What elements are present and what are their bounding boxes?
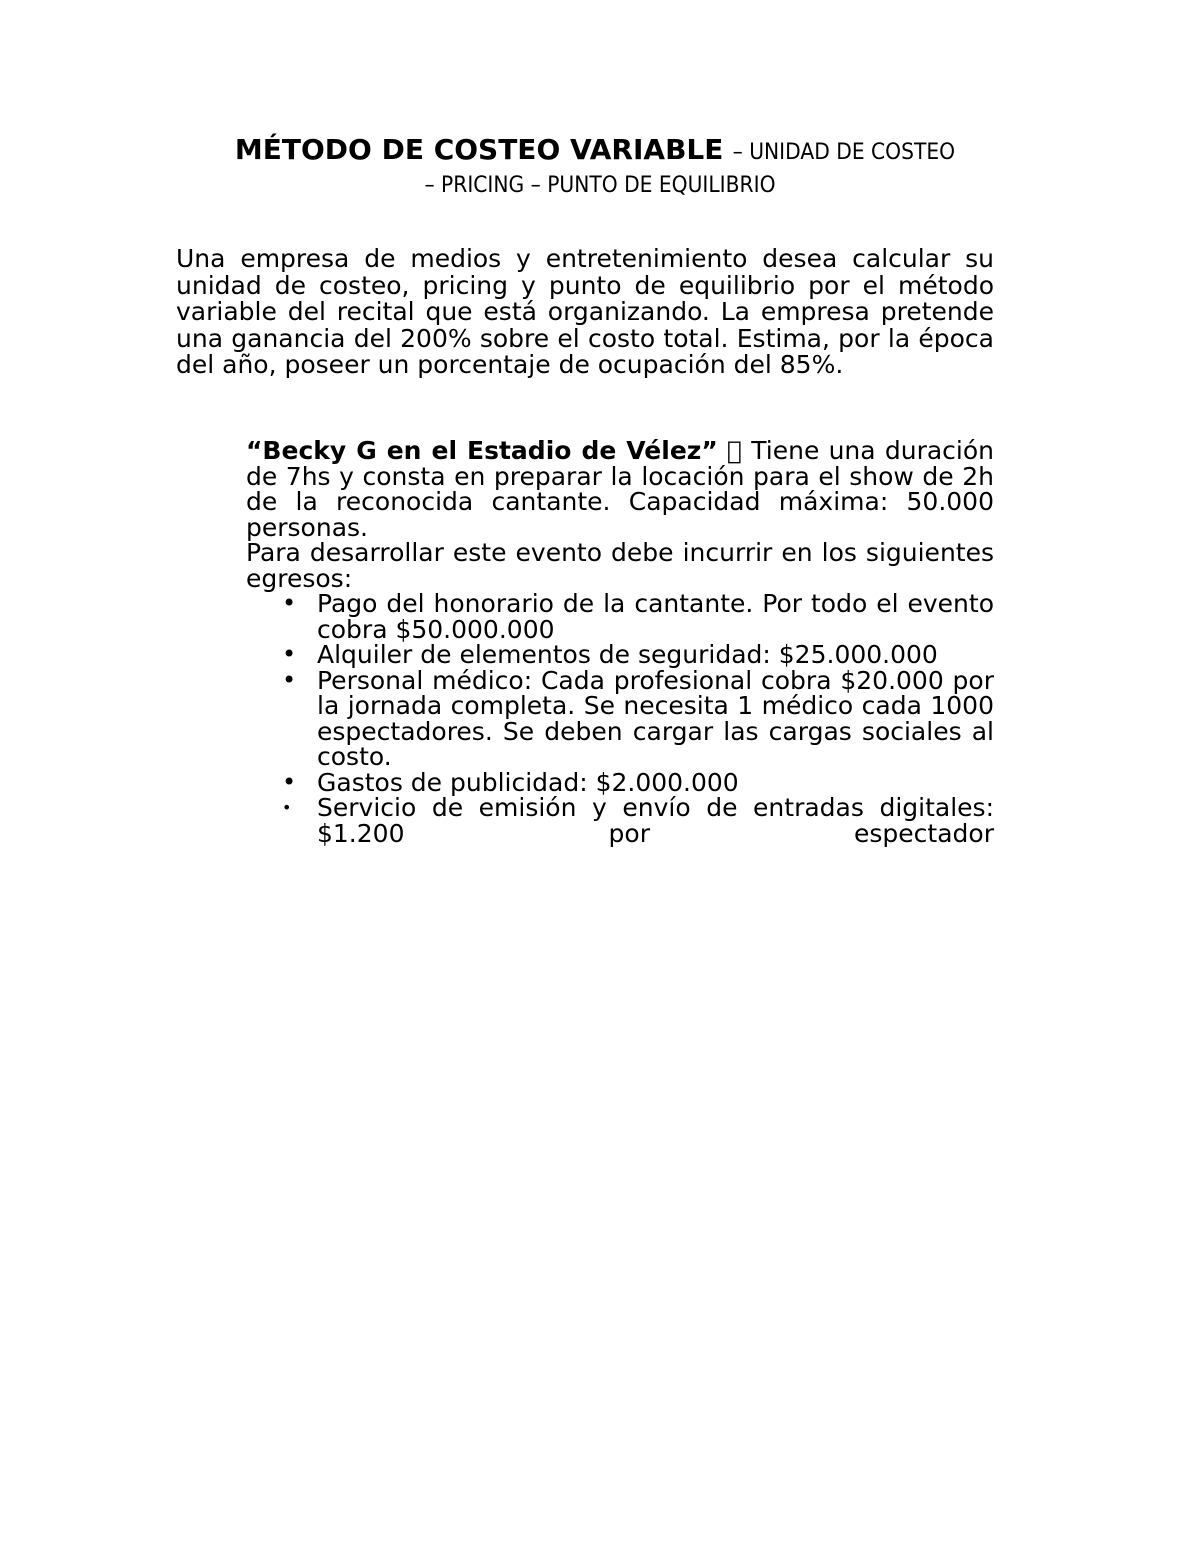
event-description: Tiene una duración de 7hs y consta en preparar la locación para el show de 2h de la reconocida cantante. Capacidad máxima: 50.000 personas.: [246, 436, 994, 542]
title-subtitle-part2: – PRICING – PUNTO DE EQUILIBRIO: [424, 173, 776, 198]
list-item: [246, 591, 994, 642]
list-item: [246, 665, 994, 771]
bullet-icon: •: [282, 798, 292, 817]
expenses-list: [246, 591, 994, 846]
bullet-icon: •: [282, 767, 297, 796]
list-item: [246, 642, 994, 668]
title-subtitle-part1: – UNIDAD DE COSTEO: [733, 140, 956, 165]
expense-text: Pago del honorario de la cantante. Por todo el evento cobra $50.000.000: [317, 589, 994, 644]
title-main: MÉTODO DE COSTEO VARIABLE: [234, 133, 724, 166]
list-item: [246, 795, 994, 846]
event-name: “Becky G en el Estadio de Vélez”: [246, 436, 718, 465]
bullet-icon: •: [282, 665, 297, 694]
expense-text: Personal médico: Cada profesional cobra $20.000 por la jornada completa. Se necesita 1 médico cada 1000 espectadores. Se deben cargar las cargas sociales al costo.: [317, 665, 994, 771]
arrow-icon: [733, 436, 746, 465]
intro-paragraph: Una empresa de medios y entretenimiento desea calcular su unidad de costeo, pricing y punto de equilibrio por el método variable del recital que está organizando. La empresa pretende una ganancia del 200% sobre el costo total. Estima, por la época del año, poseer un porcentaje de ocupación del 85%.: [176, 244, 994, 379]
expense-text: Alquiler de elementos de seguridad: $25.000.000: [317, 640, 938, 669]
bullet-icon: •: [282, 589, 297, 617]
document-title: [150, 133, 1050, 201]
expenses-intro: Para desarrollar este evento debe incurrir en los siguientes egresos:: [246, 538, 994, 593]
bullet-icon: •: [282, 640, 297, 668]
expense-text: Gastos de publicidad: $2.000.000: [317, 767, 739, 797]
event-paragraph: [246, 438, 994, 540]
expense-text: Servicio de emisión y envío de entradas digitales: $1.200 por espectador: [317, 793, 994, 848]
list-item: [246, 767, 994, 797]
event-section: [246, 438, 994, 846]
